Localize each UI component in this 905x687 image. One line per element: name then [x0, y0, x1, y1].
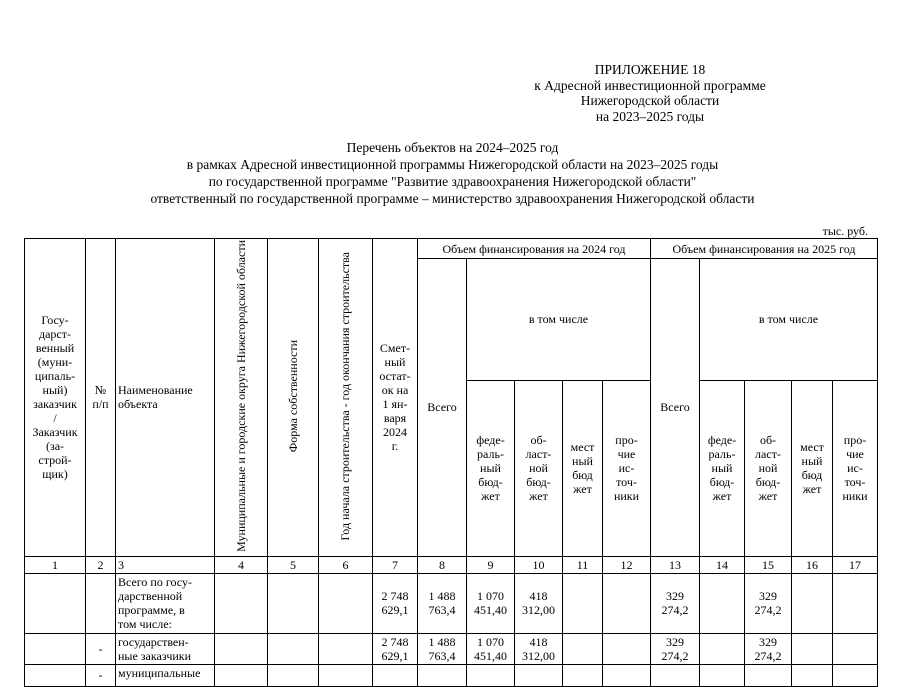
cell-value: 329 274,2 — [651, 573, 700, 633]
header-regional-2024: об- ласт- ной бюд- жет — [515, 380, 563, 556]
header-years-cell — [319, 239, 373, 557]
cell-value — [745, 664, 792, 686]
cell-value — [792, 664, 833, 686]
cell-value — [563, 664, 603, 686]
cell-name: Всего по госу- дарственной программе, в том числе: — [116, 573, 215, 633]
table-row — [25, 573, 878, 633]
column-number: 10 — [515, 556, 563, 573]
header-local-2025: мест ный бюд жет — [792, 380, 833, 556]
cell — [25, 664, 86, 686]
appendix-line-4: на 2023–2025 годы — [595, 108, 705, 124]
header-other-2025: про- чие ис- точ- ники — [833, 380, 878, 556]
cell — [319, 573, 373, 633]
header-fin-2025: Объем финансирования на 2025 год — [651, 239, 878, 259]
cell-value: 2 748 629,1 — [373, 573, 418, 633]
cell-value — [603, 573, 651, 633]
header-federal-2025: феде- раль- ный бюд- жет — [700, 380, 745, 556]
header-customer: Госу- дарст- венный (муни- ципаль- ный) заказчик / Заказчик (за- строй- щик) — [25, 239, 86, 557]
units-label: тыс. руб. — [822, 224, 868, 238]
header-num: № п/п — [86, 239, 116, 557]
cell-value — [700, 633, 745, 664]
header-ownership-cell — [268, 239, 319, 557]
table-row — [25, 664, 878, 686]
cell-value: 329 274,2 — [745, 633, 792, 664]
cell-value — [651, 664, 700, 686]
appendix-line-3: Нижегородской области — [580, 93, 720, 108]
column-number: 8 — [418, 556, 467, 573]
cell: - — [86, 664, 116, 686]
header-regional-2025: об- ласт- ной бюд- жет — [745, 380, 792, 556]
column-number: 13 — [651, 556, 700, 573]
table-row — [25, 633, 878, 664]
cell-value — [373, 664, 418, 686]
cell-name: муниципальные — [116, 664, 215, 686]
column-number: 6 — [319, 556, 373, 573]
title-line-2: в рамках Адресной инвестиционной программы Нижегородской области на 2023–2025 годы — [186, 157, 719, 172]
cell: - — [86, 633, 116, 664]
objects-table — [24, 238, 878, 687]
cell — [86, 573, 116, 633]
column-number: 11 — [563, 556, 603, 573]
cell — [268, 573, 319, 633]
cell-value — [563, 573, 603, 633]
cell — [268, 664, 319, 686]
header-total-2025: Всего — [651, 259, 700, 557]
cell-value — [563, 633, 603, 664]
cell-value: 418 312,00 — [515, 633, 563, 664]
header-local-2024: мест ный бюд жет — [563, 380, 603, 556]
cell-value — [603, 664, 651, 686]
cell-value — [418, 664, 467, 686]
header-other-2024: про- чие ис- точ- ники — [603, 380, 651, 556]
column-number: 3 — [116, 556, 215, 573]
appendix-header — [470, 62, 830, 124]
cell — [319, 633, 373, 664]
cell-value — [603, 633, 651, 664]
cell-value — [833, 573, 878, 633]
cell-value — [833, 664, 878, 686]
header-incl-2025: в том числе — [700, 259, 878, 381]
cell-value: 1 488 763,4 — [418, 633, 467, 664]
header-name: Наименование объекта — [116, 239, 215, 557]
cell-value — [792, 573, 833, 633]
cell — [215, 664, 268, 686]
column-number: 17 — [833, 556, 878, 573]
cell-value — [833, 633, 878, 664]
cell-value: 1 488 763,4 — [418, 573, 467, 633]
cell — [25, 573, 86, 633]
column-number: 4 — [215, 556, 268, 573]
title-line-1: Перечень объектов на 2024–2025 год — [346, 140, 559, 155]
cell-value — [515, 664, 563, 686]
column-number: 7 — [373, 556, 418, 573]
header-fin-2024: Объем финансирования на 2024 год — [418, 239, 651, 259]
cell-value: 329 274,2 — [745, 573, 792, 633]
column-number: 1 — [25, 556, 86, 573]
header-municipal: Муниципальные и городские округа Нижегородской области — [233, 240, 248, 552]
title-line-3: по государственной программе "Развитие здравоохранения Нижегородской области" — [208, 174, 697, 189]
cell-value — [792, 633, 833, 664]
column-numbers-row — [25, 556, 878, 573]
cell-name: государствен- ные заказчики — [116, 633, 215, 664]
column-number: 16 — [792, 556, 833, 573]
appendix-line-2: к Адресной инвестиционной программе — [534, 77, 766, 93]
header-municipal-cell — [215, 239, 268, 557]
column-number: 9 — [467, 556, 515, 573]
cell-value: 329 274,2 — [651, 633, 700, 664]
cell-value: 418 312,00 — [515, 573, 563, 633]
cell-value — [700, 573, 745, 633]
cell-value — [700, 664, 745, 686]
cell — [25, 633, 86, 664]
column-number: 5 — [268, 556, 319, 573]
cell — [215, 573, 268, 633]
header-years: Год начала строительства - год окончания строительства — [338, 251, 352, 541]
appendix-line-1: ПРИЛОЖЕНИЕ 18 — [594, 62, 706, 77]
cell-value: 1 070 451,40 — [467, 573, 515, 633]
column-number: 14 — [700, 556, 745, 573]
column-number: 12 — [603, 556, 651, 573]
header-federal-2024: феде- раль- ный бюд- жет — [467, 380, 515, 556]
column-number: 2 — [86, 556, 116, 573]
header-ownership: Форма собственности — [285, 339, 300, 453]
cell — [319, 664, 373, 686]
header-estimate: Смет- ный остат- ок на 1 ян- варя 2024 г. — [373, 239, 418, 557]
cell-value — [467, 664, 515, 686]
title-line-4: ответственный по государственной программе – министерство здравоохранения Нижегородской области — [150, 191, 755, 206]
cell — [268, 633, 319, 664]
header-total-2024: Всего — [418, 259, 467, 557]
document-title — [0, 139, 905, 207]
header-incl-2024: в том числе — [467, 259, 651, 381]
cell — [215, 633, 268, 664]
column-number: 15 — [745, 556, 792, 573]
cell-value: 2 748 629,1 — [373, 633, 418, 664]
cell-value: 1 070 451,40 — [467, 633, 515, 664]
